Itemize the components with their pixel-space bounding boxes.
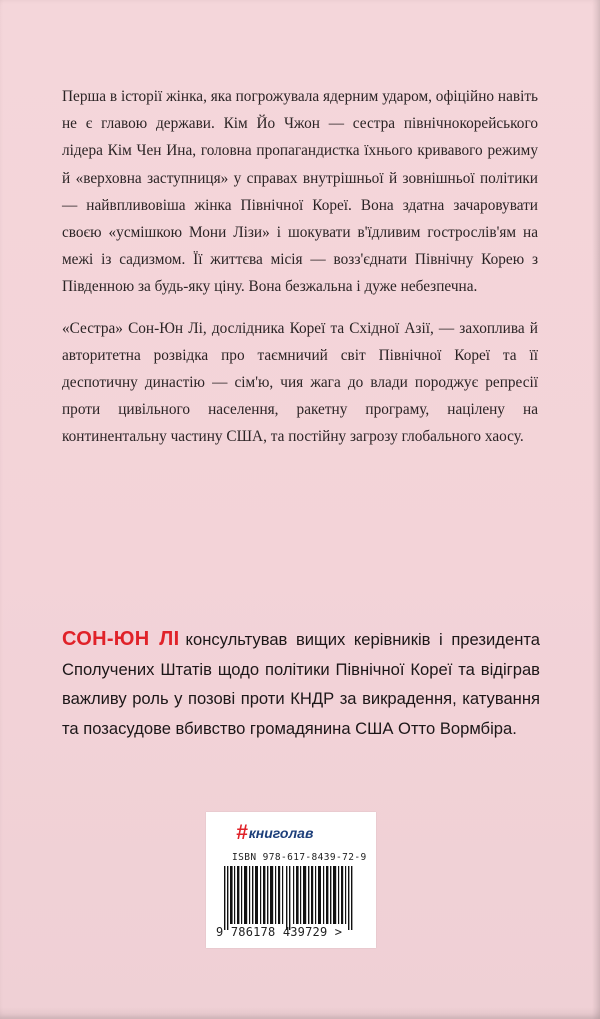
author-name: СОН-ЮН ЛІ	[62, 628, 180, 650]
publisher-logo	[236, 822, 313, 844]
blurb-paragraph-1: Перша в історії жінка, яка погрожувала ядерним ударом, офіційно навіть не є главою держави. Кім Йо Чжон — сестра північнокорейського лідера Кім Чен Ина, головна пропагандистка їхнього кривавого режиму й «верховна заступниця» у справах внутрішньої й зовнішньої політики — найвпливовіша жінка Північної Кореї. Вона здатна зачаровувати своєю «усмішкою Мони Лізи» і шокувати в'їдливим гострослів'ям на межі із садизмом. Її життєва місія — возз'єднати Північну Корею з Південною за будь-яку ціну. Вона безжальна і дуже небезпечна.	[62, 88, 538, 296]
cover-edge-shadow	[592, 0, 600, 1019]
author-bio-text: консультував вищих керівників і президента Сполучених Штатів щодо політики Північної Кореї та відіграв важливу роль у позові проти КНДР за викрадення, катування та позасудове вбивство громадянина США Отто Вормбіра.	[62, 630, 540, 738]
isbn-label: ISBN 978-617-8439-72-9	[232, 852, 367, 863]
barcode-icon	[218, 866, 364, 930]
blurb-text	[62, 83, 538, 465]
isbn-box	[206, 812, 376, 948]
cover-bottom-edge	[0, 1007, 600, 1019]
barcode-digits: 9 786178 439729 >	[216, 925, 343, 939]
blurb-paragraph-2: «Сестра» Сон-Юн Лі, дослідника Кореї та Східної Азії, — захоплива й авторитетна розвідка про таємничий світ Північної Кореї та її деспотичну династію — сім'ю, чия жага до влади породжує репресії проти цивільного населення, ракетну програму, націлену на континентальну частину США, та постійну загрозу глобального хаосу.	[62, 319, 538, 446]
hash-icon: #	[236, 821, 248, 844]
publisher-name: книголав	[248, 825, 314, 841]
author-bio	[62, 625, 540, 743]
